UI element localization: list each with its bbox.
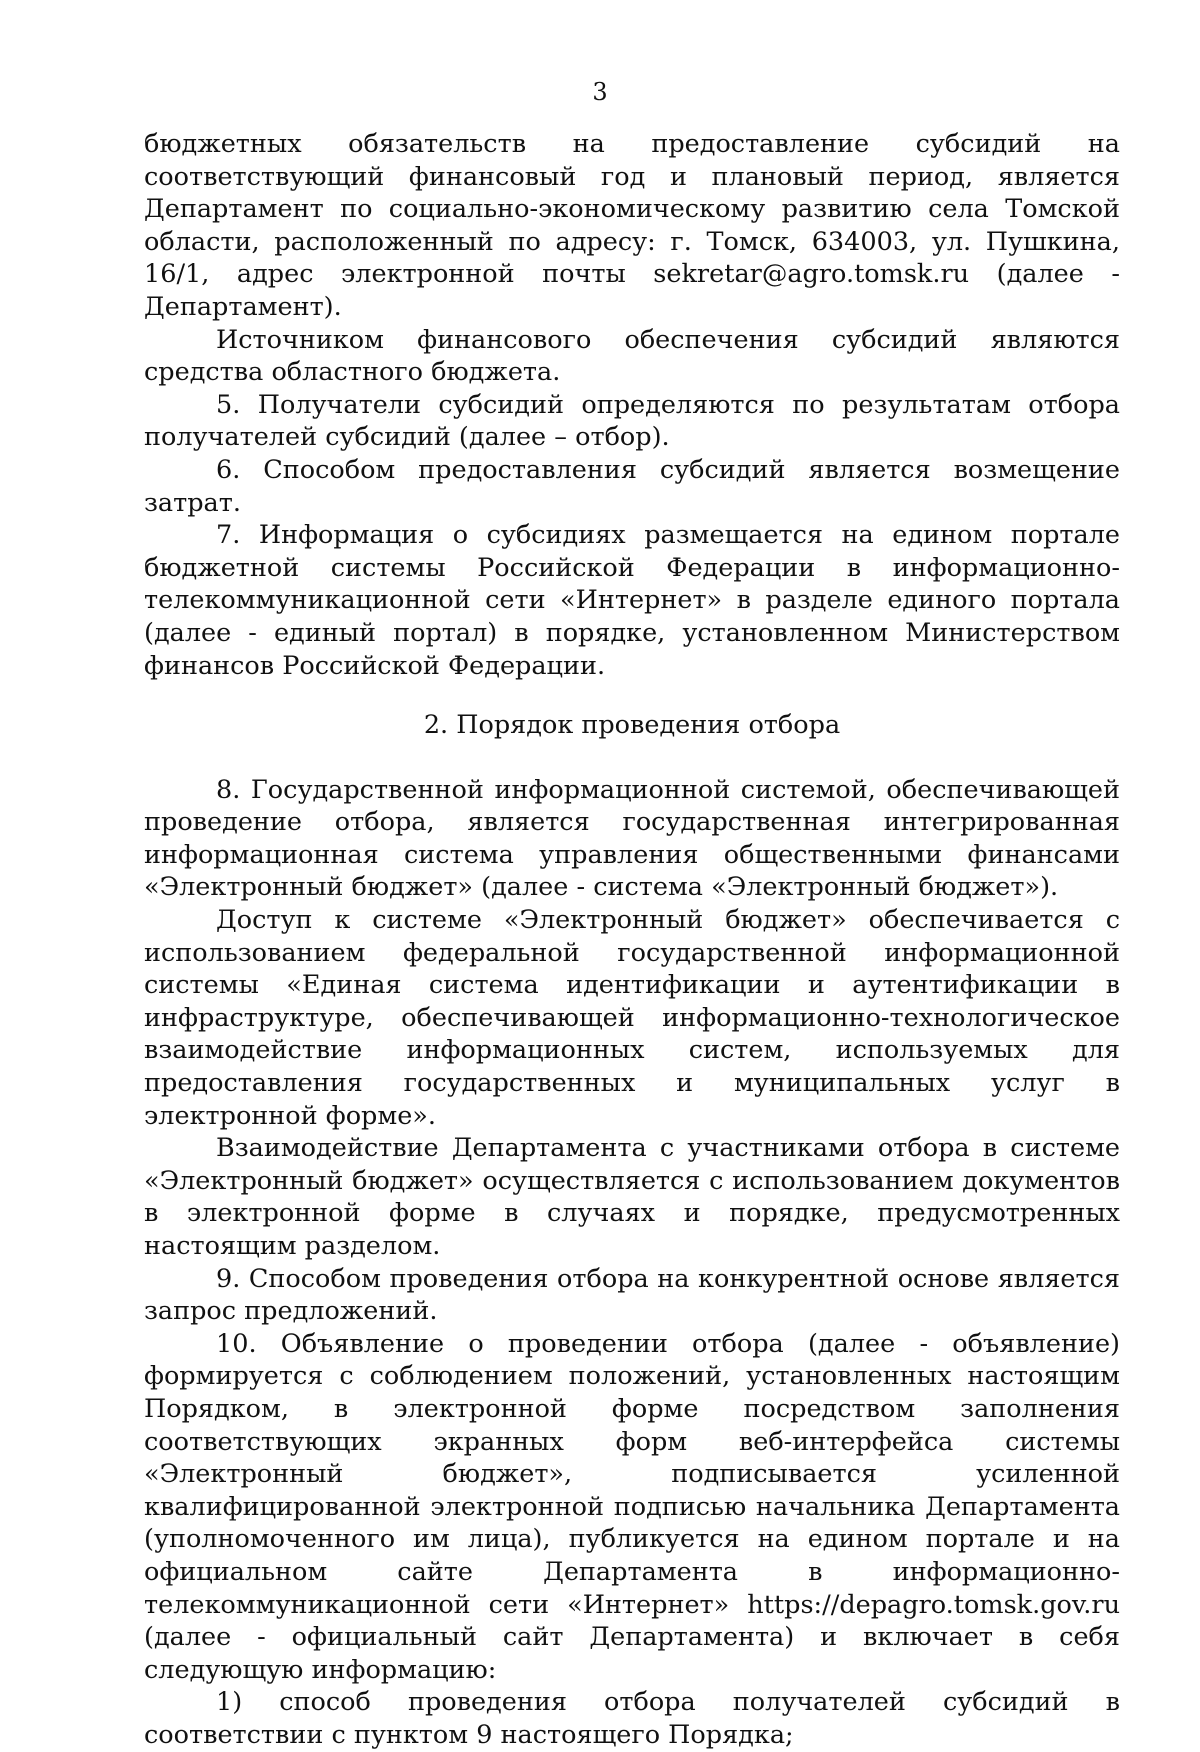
paragraph-item-7: 7. Информация о субсидиях размещается на едином портале бюджетной системы Российской Федерации в информационно-телекоммуникационной сети «Интернет» в разделе единого портала (далее - единый портал) в порядке, установленном Министерством финансов Российской Федерации. bbox=[144, 520, 1120, 681]
page-number: 3 bbox=[592, 78, 608, 106]
paragraph-subitem-1: 1) способ проведения отбора получателей субсидий в соответствии с пунктом 9 настоящего Порядка; bbox=[144, 1687, 1120, 1750]
paragraph-access: Доступ к системе «Электронный бюджет» обеспечивается с использованием федеральной государственной информационной системы «Единая система идентификации и аутентификации в инфраструктуре, обеспечивающей информационно-технологическое взаимодействие информационных систем, используемых для предоставления государственных и муниципальных услуг в электронной форме». bbox=[144, 905, 1120, 1131]
paragraph-continuation: бюджетных обязательств на предоставление субсидий на соответствующий финансовый год и плановый период, является Департамент по социально-экономическому развитию села Томской области, расположенный по адресу: г. Томск, 634003, ул. Пушкина, 16/1, адрес электронной почты sekretar@agro.tomsk.ru (далее - Департамент). bbox=[144, 129, 1120, 322]
paragraph-item-8: 8. Государственной информационной системой, обеспечивающей проведение отбора, является государственная интегрированная информационная система управления общественными финансами «Электронный бюджет» (далее - система «Электронный бюджет»). bbox=[144, 774, 1120, 903]
paragraph-item-5: 5. Получатели субсидий определяются по результатам отбора получателей субсидий (далее – отбор). bbox=[144, 389, 1120, 453]
section-heading: 2. Порядок проведения отбора bbox=[423, 710, 841, 741]
document-body bbox=[144, 128, 1120, 1752]
paragraph-item-6: 6. Способом предоставления субсидий является возмещение затрат. bbox=[144, 454, 1120, 518]
paragraph-interaction: Взаимодействие Департамента с участниками отбора в системе «Электронный бюджет» осуществляется с использованием документов в электронной форме в случаях и порядке, предусмотренных настоящим разделом. bbox=[144, 1133, 1120, 1261]
paragraph-item-9: 9. Способом проведения отбора на конкурентной основе является запрос предложений. bbox=[144, 1263, 1120, 1327]
paragraph-funding-source: Источником финансового обеспечения субсидий являются средства областного бюджета. bbox=[144, 324, 1120, 388]
paragraph-item-10: 10. Объявление о проведении отбора (далее - объявление) формируется с соблюдением положений, установленных настоящим Порядком, в электронной форме посредством заполнения соответствующих экранных форм веб-интерфейса системы «Электронный бюджет», подписывается усиленной квалифицированной электронной подписью начальника Департамента (уполномоченного им лица), публикуется на едином портале и на официальном сайте Департамента в информационно-телекоммуникационной сети «Интернет» https://depagro.tomsk.gov.ru (далее - официальный сайт Департамента) и включает в себя следующую информацию: bbox=[144, 1328, 1120, 1685]
